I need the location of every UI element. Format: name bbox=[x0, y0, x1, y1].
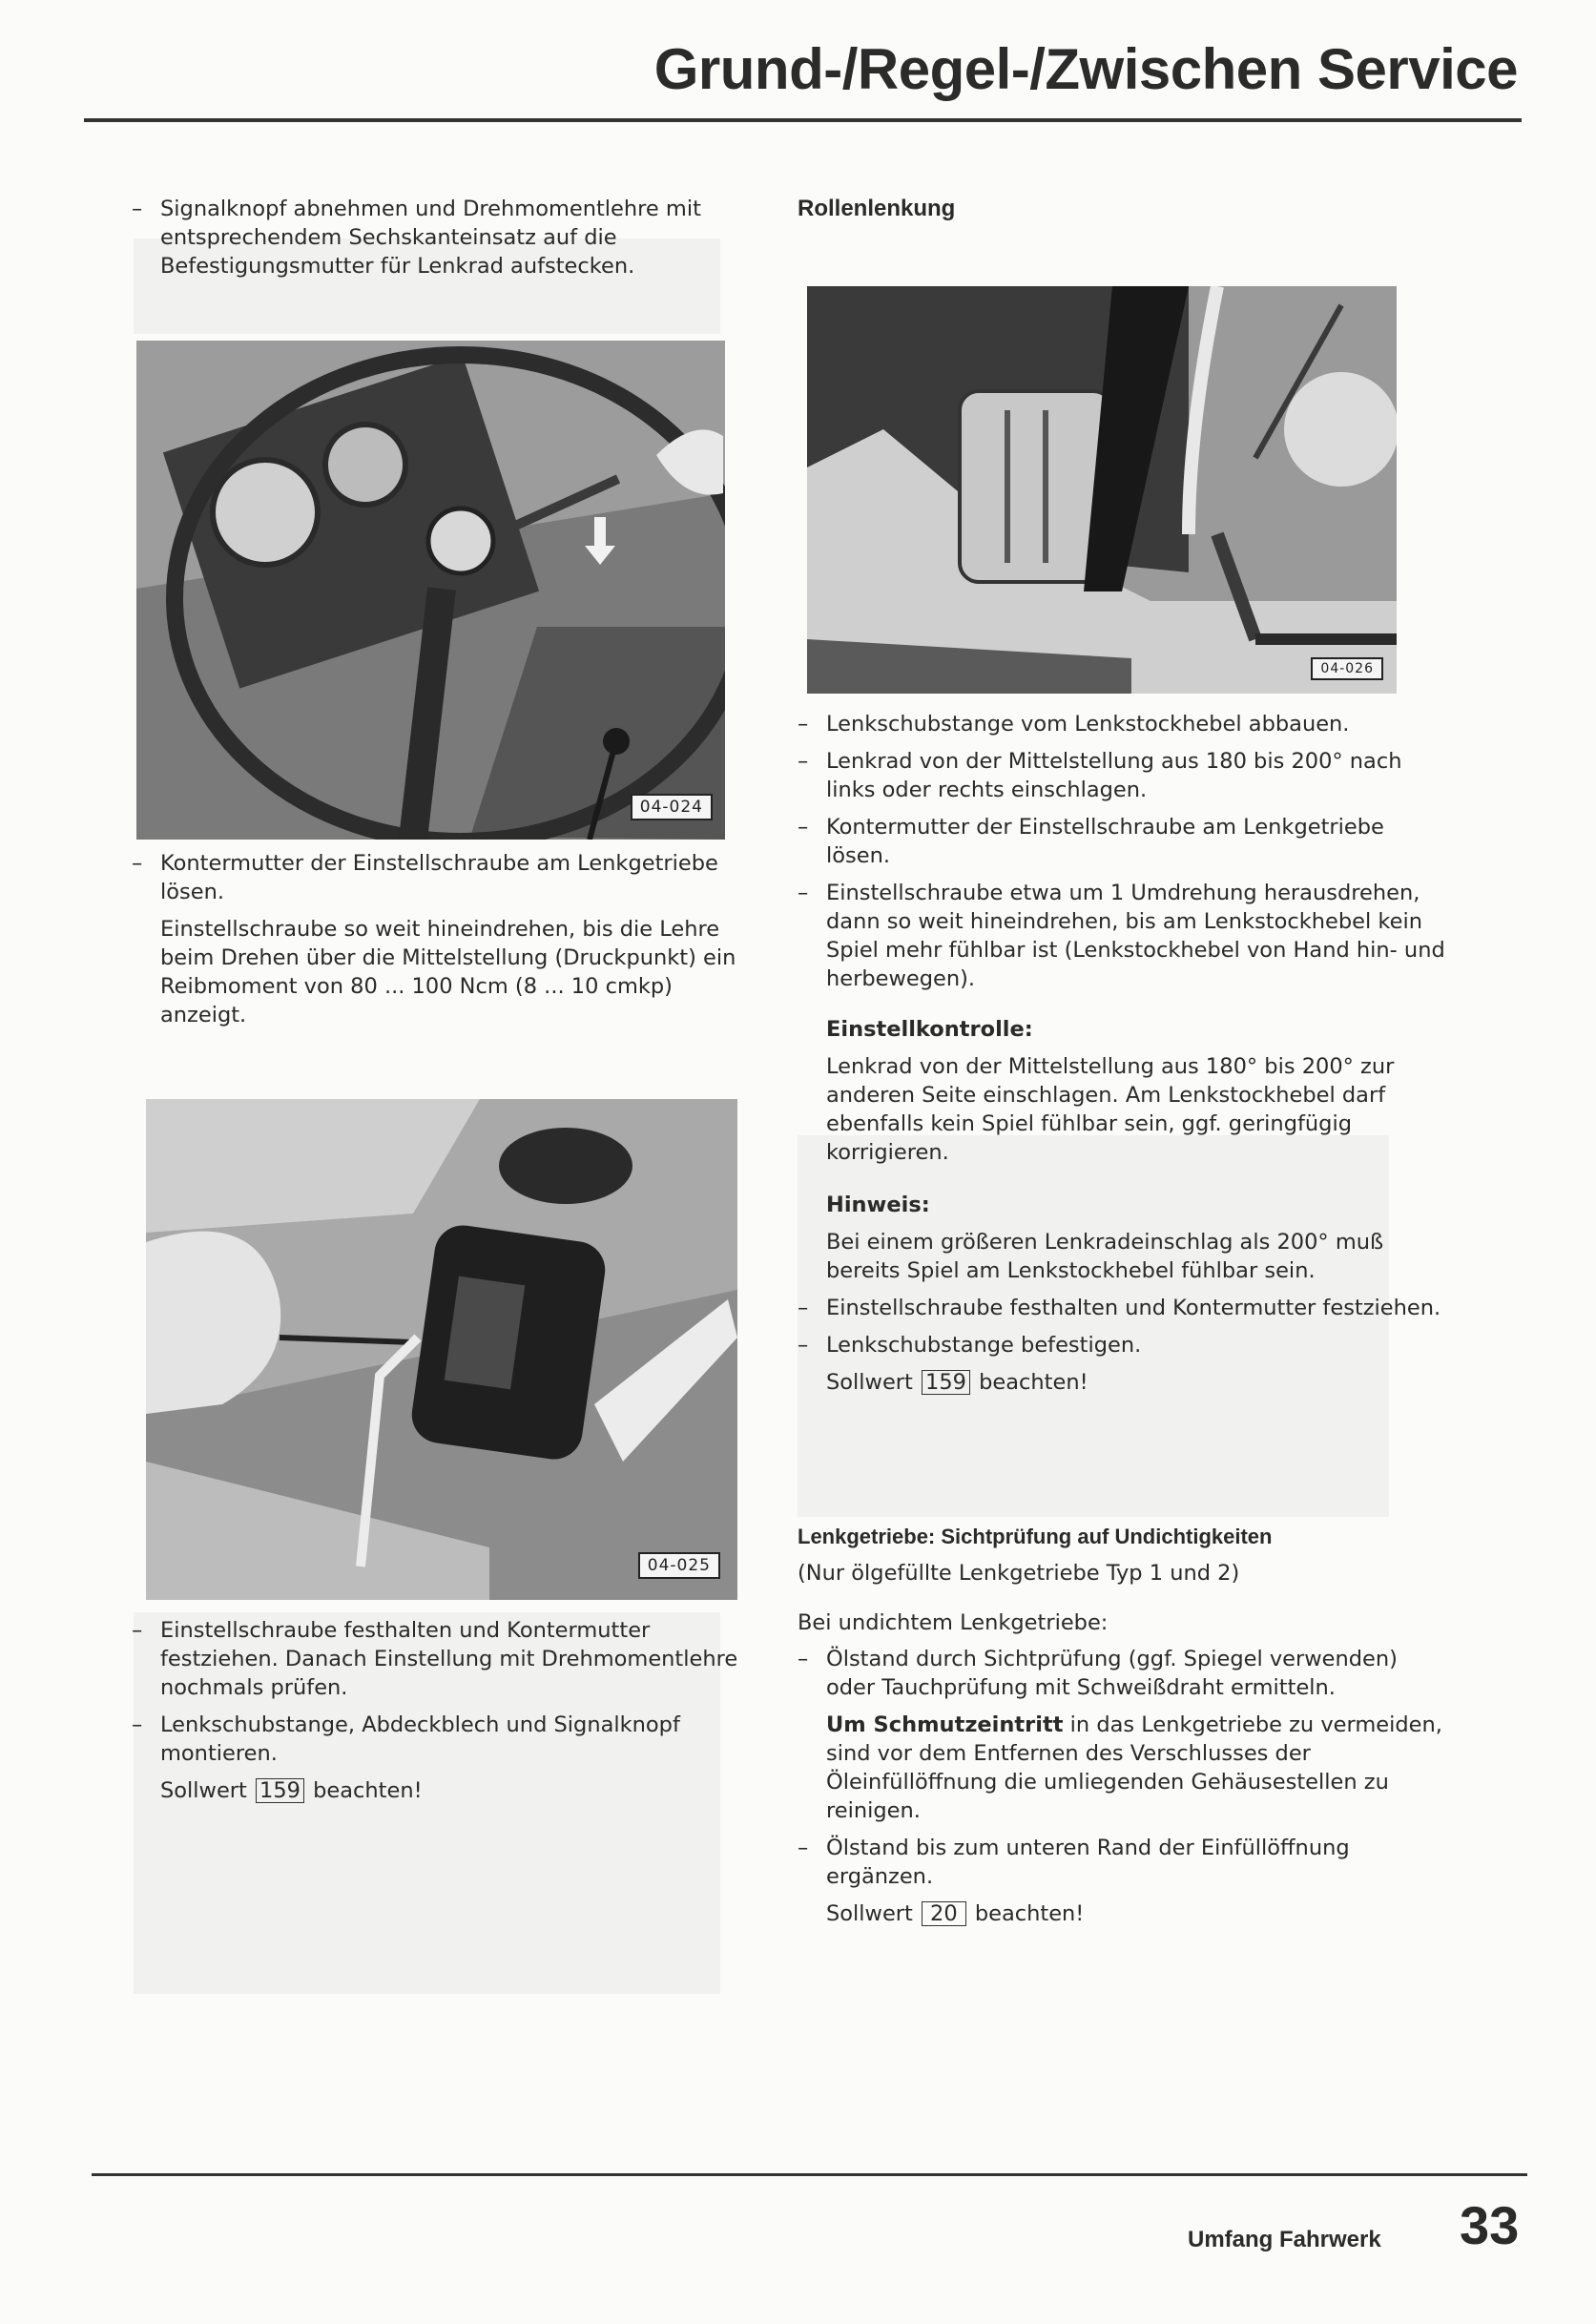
dash-bullet: – bbox=[798, 1647, 809, 1671]
hinweis-label: Hinweis: bbox=[826, 1193, 930, 1217]
list-item: – Einstellschraube festhalten und Kontermutter festziehen. Danach Einstellung mit Drehmomentlehre nochmals prüfen. bbox=[132, 1618, 738, 1700]
section-heading: Rollenlenkung bbox=[798, 196, 956, 221]
list-item: – Lenkschubstange befestigen. bbox=[798, 1333, 1142, 1358]
photo-steering-gear-adjust bbox=[146, 1099, 737, 1600]
dash-bullet: – bbox=[798, 712, 809, 737]
reference-box: 159 bbox=[256, 1778, 304, 1803]
dash-bullet: – bbox=[798, 1333, 809, 1358]
list-item: – Signalknopf abnehmen und Drehmomentlehre mit entsprechendem Sechskanteinsatz auf die Befestigungsmutter für Lenkrad aufstecken. bbox=[132, 197, 701, 279]
list-item: – Ölstand bis zum unteren Rand der Einfüllöffnung ergänzen. bbox=[798, 1836, 1350, 1889]
list-item: – Einstellschraube etwa um 1 Umdrehung herausdrehen, dann so weit hineindrehen, bis am Lenkstockhebel kein Spiel mehr fühlbar ist (Lenkstockhebel von Hand hin- und herbewegen). bbox=[798, 881, 1445, 991]
steering-gear-illustration bbox=[146, 1099, 737, 1600]
roller-steering-illustration bbox=[807, 286, 1397, 694]
dash-bullet: – bbox=[798, 881, 809, 905]
left-intro bbox=[132, 195, 761, 289]
dash-bullet: – bbox=[798, 749, 809, 774]
dash-bullet: – bbox=[132, 1712, 143, 1737]
intro-line: Bei undichtem Lenkgetriebe: bbox=[798, 1610, 1109, 1635]
list-item: – Lenkrad von der Mittelstellung aus 180 bis 200° nach links oder rechts einschlagen. bbox=[798, 749, 1402, 802]
section-heading: Lenkgetriebe: Sichtprüfung auf Undichtigkeiten bbox=[798, 1525, 1273, 1548]
sollwert-line: Sollwert 159 beachten! bbox=[160, 1778, 423, 1803]
dash-bullet: – bbox=[132, 1618, 143, 1643]
paragraph: Einstellschraube so weit hineindrehen, bis die Lehre beim Drehen über die Mittelstellung (Druckpunkt) ein Reibmoment von 80 ... 100 Ncm (8 ... 10 cmkp) anzeigt. bbox=[160, 917, 736, 1027]
einstellkontrolle-text: Lenkrad von der Mittelstellung aus 180° bis 200° zur anderen Seite einschlagen. Am Lenkstockhebel darf ebenfalls kein Spiel fühlbar sein, ggf. geringfügig korrigieren. bbox=[826, 1054, 1395, 1165]
list-item: – Lenkschubstange vom Lenkstockhebel abbauen. bbox=[798, 712, 1350, 737]
figure-label: 04-024 bbox=[631, 794, 713, 820]
right-leak-check bbox=[798, 1523, 1446, 1937]
page-title: Grund-/Regel-/Zwischen Service bbox=[653, 37, 1518, 101]
left-final-text bbox=[132, 1616, 761, 1814]
dash-bullet: – bbox=[798, 815, 809, 840]
figure-label: 04-025 bbox=[638, 1552, 720, 1579]
dash-bullet: – bbox=[798, 1836, 809, 1860]
photo-roller-steering bbox=[807, 286, 1397, 694]
header-rule bbox=[84, 118, 1522, 122]
footer-rule bbox=[92, 2173, 1527, 2176]
left-adjust-text bbox=[132, 849, 761, 1038]
sollwert-line: Sollwert 159 beachten! bbox=[826, 1370, 1088, 1395]
photo-steering-wheel bbox=[136, 341, 725, 840]
right-procedure bbox=[798, 710, 1446, 1405]
reference-box: 159 bbox=[922, 1370, 970, 1395]
steering-wheel-illustration bbox=[136, 341, 725, 840]
hinweis-text: Bei einem größeren Lenkradeinschlag als 200° muß bereits Spiel am Lenkstockhebel fühlbar sein. bbox=[826, 1230, 1384, 1283]
schmutz-paragraph: Um Schmutzeintritt in das Lenkgetriebe zu vermeiden, sind vor dem Entfernen des Verschlusses der Öleinfüllöffnung die umliegenden Gehäusestellen zu reinigen. bbox=[826, 1712, 1442, 1823]
right-heading bbox=[798, 195, 1446, 223]
list-item: – Einstellschraube festhalten und Kontermutter festziehen. bbox=[798, 1296, 1441, 1320]
subheading: (Nur ölgefüllte Lenkgetriebe Typ 1 und 2) bbox=[798, 1561, 1240, 1586]
sollwert-line: Sollwert 20 beachten! bbox=[826, 1901, 1085, 1926]
dash-bullet: – bbox=[798, 1296, 809, 1320]
list-item: – Lenkschubstange, Abdeckblech und Signalknopf montieren. bbox=[132, 1712, 680, 1766]
list-item: – Kontermutter der Einstellschraube am Lenkgetriebe lösen. bbox=[132, 851, 718, 904]
page-number: 33 bbox=[1460, 2195, 1520, 2255]
list-item: – Ölstand durch Sichtprüfung (ggf. Spiegel verwenden) oder Tauchprüfung mit Schweißdraht ermitteln. bbox=[798, 1647, 1398, 1700]
list-item: – Kontermutter der Einstellschraube am Lenkgetriebe lösen. bbox=[798, 815, 1384, 868]
dash-bullet: – bbox=[132, 851, 143, 876]
figure-label: 04-026 bbox=[1311, 657, 1383, 680]
einstellkontrolle-label: Einstellkontrolle: bbox=[826, 1017, 1033, 1042]
footer-section-name: Umfang Fahrwerk bbox=[1188, 2227, 1381, 2252]
dash-bullet: – bbox=[132, 197, 143, 221]
reference-box: 20 bbox=[922, 1901, 966, 1926]
